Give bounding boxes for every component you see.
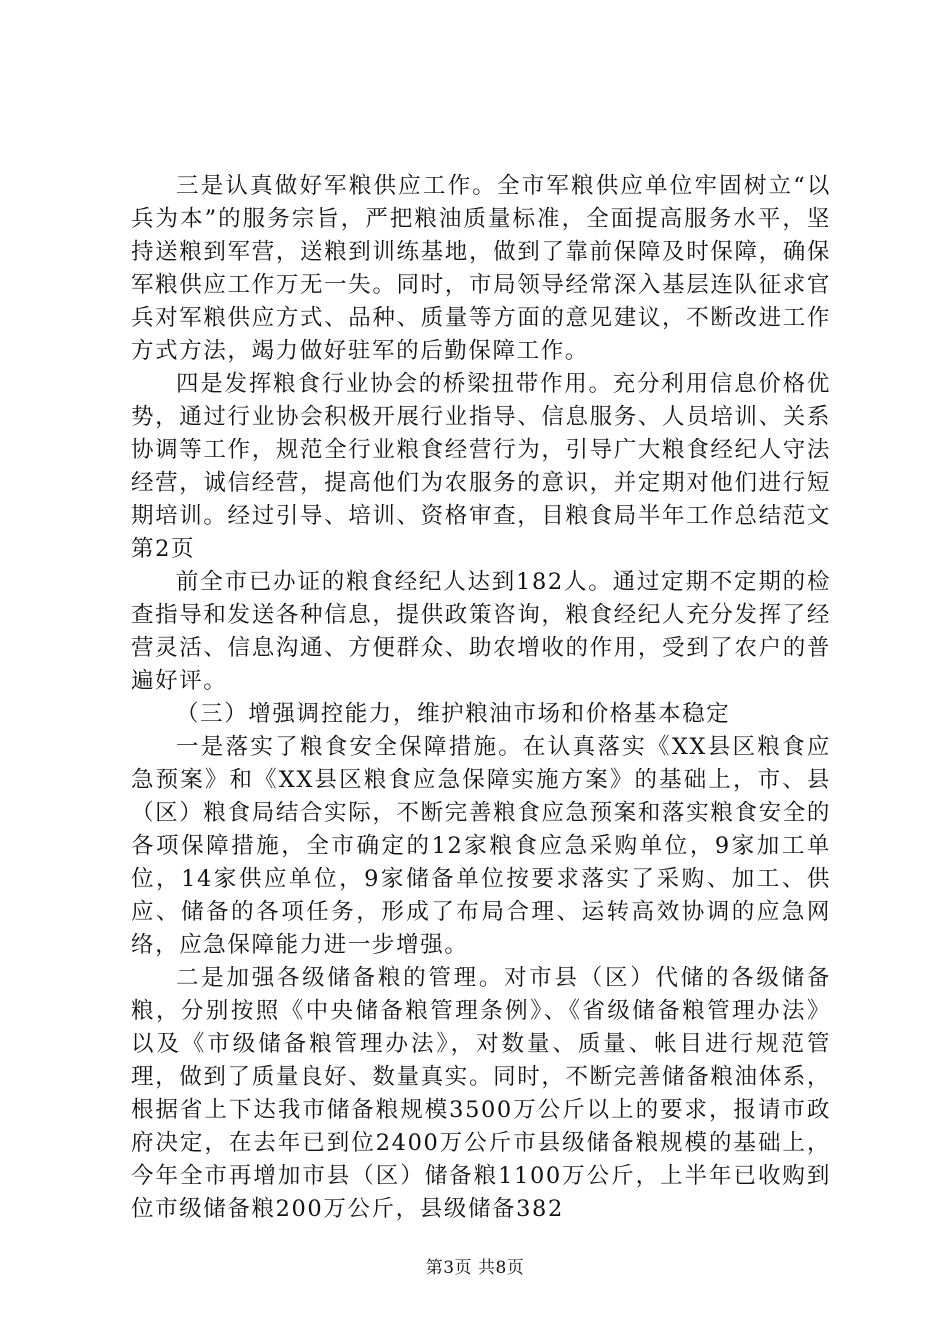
section-heading-regulation: （三）增强调控能力，维护粮油市场和价格基本稳定 (176, 701, 731, 727)
page-footer: 第3页 共8页 (425, 1258, 525, 1278)
paragraph-grain-brokers: 前全市已办证的粮食经纪人达到182人。通过定期不定期的检查指导和发送各种信息，提供政策咨询，粮食经纪人充分发挥了经营灵活、信息沟通、方便群众、助农增收的作用，受到了农户的普遍好评。 (131, 569, 831, 694)
paragraph-food-security-measures: 一是落实了粮食安全保障措施。在认真落实《XX县区粮食应急预案》和《XX县区粮食应急保障实施方案》的基础上，市、县（区）粮食局结合实际，不断完善粮食应急预案和落实粮食安全的各项保障措施，全市确定的12家粮食应急采购单位，9家加工单位，14家供应单位，9家储备单位按要求落实了采购、加工、供应、储备的各项任务，形成了布局合理、运转高效协调的应急网络，应急保障能力进一步增强。 (131, 734, 831, 958)
document-body (131, 170, 831, 1226)
paragraph-military-grain-supply: 三是认真做好军粮供应工作。全市军粮供应单位牢固树立“以兵为本”的服务宗旨，严把粮油质量标准，全面提高服务水平，坚持送粮到军营，送粮到训练基地，做到了靠前保障及时保障，确保军粮供应工作万无一失。同时，市局领导经常深入基层连队征求官兵对军粮供应方式、品种、质量等方面的意见建议，不断改进工作方式方法，竭力做好驻军的后勤保障工作。 (131, 173, 831, 364)
paragraph-grain-industry-association: 四是发挥粮食行业协会的桥梁扭带作用。充分利用信息价格优势，通过行业协会积极开展行业指导、信息服务、人员培训、关系协调等工作，规范全行业粮食经营行为，引导广大粮食经纪人守法经营，诚信经营，提高他们为农服务的意识，并定期对他们进行短期培训。经过引导、培训、资格审查，目粮食局半年工作总结范文第2页 (131, 371, 831, 562)
paragraph-reserve-grain-management: 二是加强各级储备粮的管理。对市县（区）代储的各级储备粮，分别按照《中央储备粮管理条例》、《省级储备粮管理办法》以及《市级储备粮管理办法》，对数量、质量、帐目进行规范管理，做到了质量良好、数量真实。同时，不断完善储备粮油体系，根据省上下达我市储备粮规模3500万公斤以上的要求，报请市政府决定，在去年已到位2400万公斤市县级储备粮规模的基础上，今年全市再增加市县（区）储备粮1100万公斤，上半年已收购到位市级储备粮200万公斤，县级储备382 (131, 965, 831, 1222)
